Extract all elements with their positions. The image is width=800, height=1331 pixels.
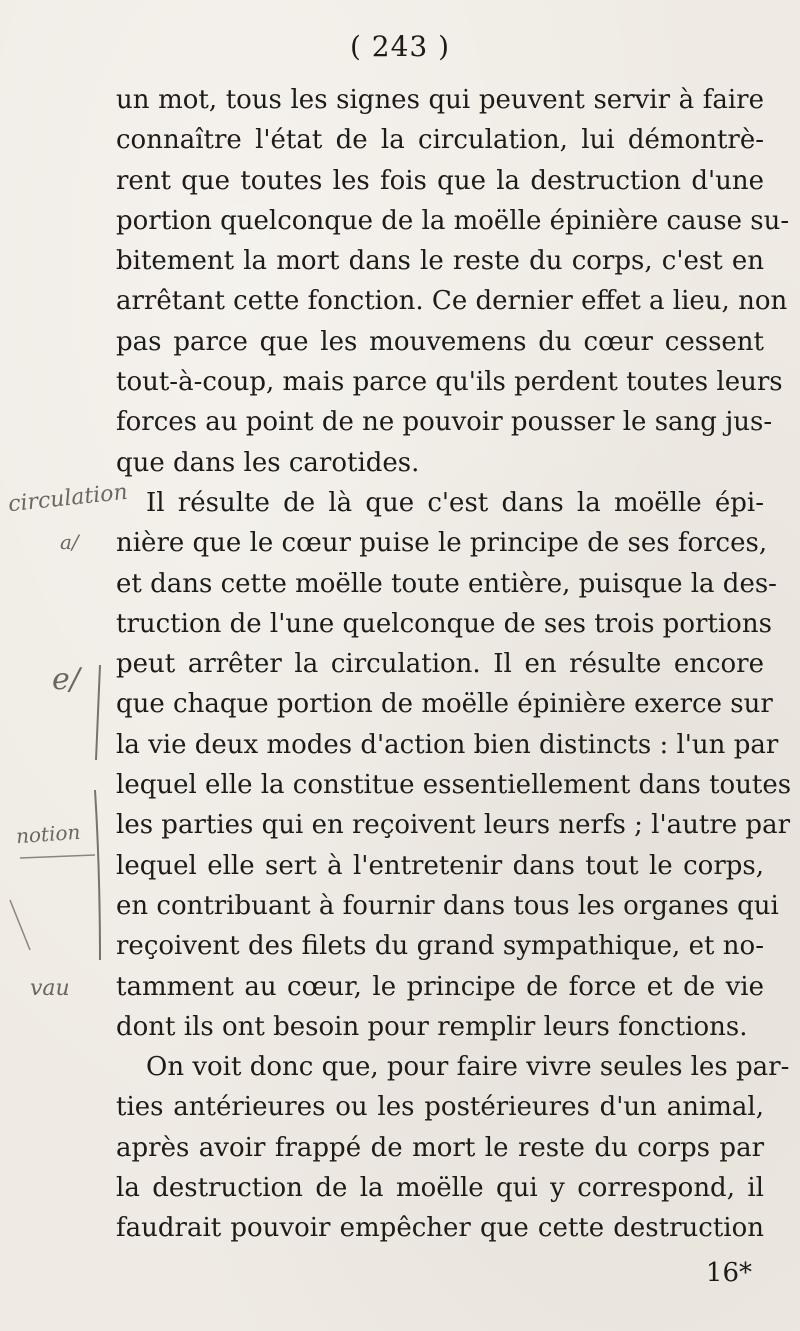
text-line: un mot, tous les signes qui peuvent servir à faire — [116, 85, 764, 115]
text-line: les parties qui en reçoivent leurs nerfs ; l'autre par — [116, 810, 790, 841]
text-line: la vie deux modes d'action bien distincts : l'un par — [116, 729, 779, 760]
text-line: truction de l'une quelconque de ses trois portions — [116, 608, 772, 639]
text-line: que chaque portion de moëlle épinière exerce sur — [116, 689, 773, 720]
text-line: portion quelconque de la moëlle épinière cause su- — [116, 205, 790, 236]
signature-mark: 16* — [705, 1258, 752, 1288]
text-line: tout-à-coup, mais parce qu'ils perdent toutes leurs — [116, 367, 783, 398]
text-line: ties antérieures ou les postérieures d'un animal, — [116, 1092, 764, 1123]
text-line: bitement la mort dans le reste du corps, c'est en — [116, 246, 764, 277]
text-line: lequel elle la constitue essentiellement dans toutes — [116, 770, 792, 801]
text-line: tamment au cœur, le principe de force et de vie — [116, 971, 764, 1002]
text-line: rent que toutes les fois que la destruction d'une — [116, 165, 764, 196]
margin-annotations — [0, 0, 129, 1331]
text-line: en contribuant à fournir dans tous les organes qui — [116, 890, 779, 921]
text-line: arrêtant cette fonction. Ce dernier effet a lieu, non — [116, 286, 788, 317]
page-number: ( 243 ) — [349, 30, 451, 63]
text-line: reçoivent des filets du grand sympathique, et no- — [116, 931, 764, 962]
text-line: dont ils ont besoin pour remplir leurs fonctions. — [116, 1011, 748, 1042]
text-line: que dans les carotides. — [116, 447, 420, 478]
margin-note: notion — [15, 819, 82, 849]
text-line: la destruction de la moëlle qui y correspond, il — [116, 1173, 764, 1204]
text-line: peut arrêter la circulation. Il en résulte encore — [116, 649, 764, 680]
text-line: nière que le cœur puise le principe de ses forces, — [116, 528, 768, 559]
text-line: On voit donc que, pour faire vivre seules les par- — [146, 1052, 790, 1083]
margin-bracket-marks — [0, 0, 115, 1331]
text-line: après avoir frappé de mort le reste du corps par — [116, 1132, 764, 1163]
text-line: Il résulte de là que c'est dans la moëlle épi- — [146, 487, 764, 518]
text-line: et dans cette moëlle toute entière, puisque la des- — [116, 568, 777, 599]
text-line: connaître l'état de la circulation, lui démontrè- — [116, 125, 764, 156]
body-text — [116, 80, 792, 1249]
margin-note: vau — [30, 976, 70, 1001]
margin-note: circulation — [7, 479, 129, 518]
margin-note: e/ — [52, 662, 80, 697]
text-line: forces au point de ne pouvoir pousser le sang jus- — [116, 407, 773, 438]
text-line: lequel elle sert à l'entretenir dans tout le corps, — [116, 850, 764, 881]
text-line: faudrait pouvoir empêcher que cette destruction — [116, 1213, 764, 1244]
text-line: pas parce que les mouvemens du cœur cessent — [116, 326, 764, 357]
margin-note: a/ — [60, 530, 79, 554]
